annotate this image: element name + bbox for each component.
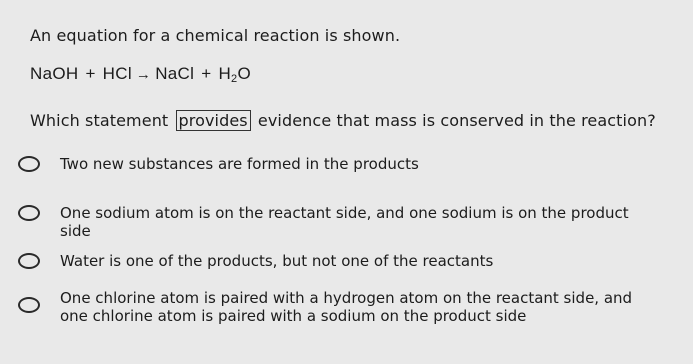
question-text: Which statement provides evidence that mass is conserved in the reaction? bbox=[30, 111, 656, 130]
reaction-arrow-icon: → bbox=[135, 66, 152, 83]
radio-button[interactable] bbox=[18, 253, 40, 269]
answer-option-3[interactable] bbox=[18, 252, 493, 270]
reactant-hcl: HCl bbox=[102, 64, 132, 83]
radio-button[interactable] bbox=[18, 156, 40, 172]
answer-option-2[interactable] bbox=[18, 204, 640, 240]
answer-option-label: One sodium atom is on the reactant side, and one sodium is on the product side bbox=[60, 204, 629, 240]
reactant-naoh: NaOH bbox=[30, 64, 79, 83]
answer-option-4[interactable] bbox=[18, 289, 640, 325]
answer-option-label: Water is one of the products, but not one of the reactants bbox=[60, 252, 494, 270]
product-nacl: NaCl bbox=[155, 64, 195, 83]
answer-option-1[interactable] bbox=[18, 155, 419, 173]
answer-option-label: One chlorine atom is paired with a hydrogen atom on the reactant side, and one chlorine atom is paired with a sodium on the product side bbox=[60, 289, 633, 325]
radio-button[interactable] bbox=[18, 297, 40, 313]
highlighted-word: provides bbox=[176, 110, 251, 131]
answer-option-label: Two new substances are formed in the products bbox=[60, 155, 419, 173]
product-water: $H_2O$ bbox=[218, 64, 251, 85]
chemical-equation bbox=[30, 64, 251, 84]
radio-button[interactable] bbox=[18, 205, 40, 221]
plus-sign: + bbox=[201, 64, 212, 83]
plus-sign: + bbox=[85, 64, 96, 83]
intro-text: An equation for a chemical reaction is shown. bbox=[30, 26, 401, 45]
